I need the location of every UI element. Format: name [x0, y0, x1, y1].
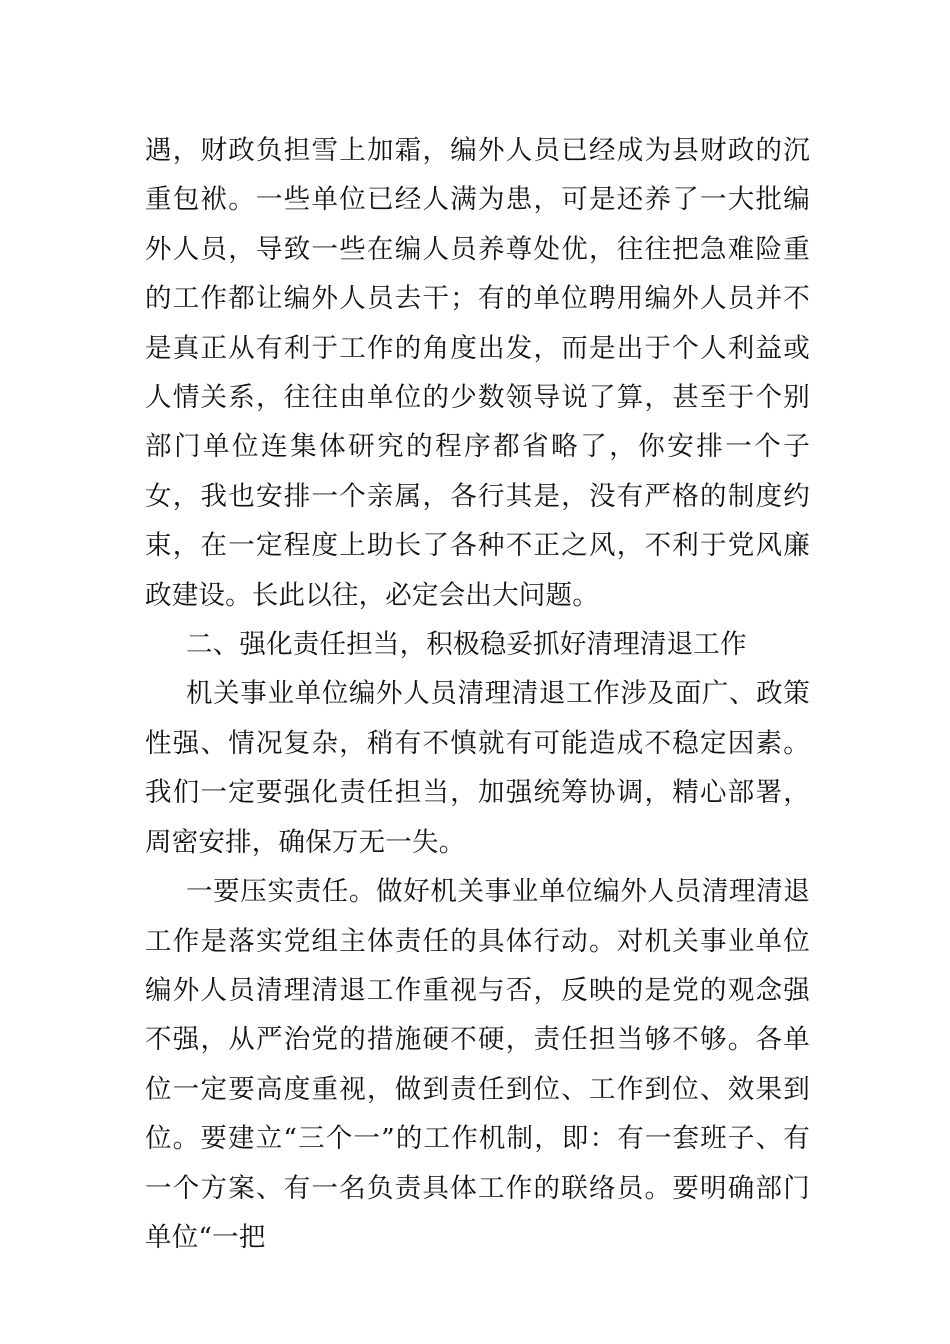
document-body [145, 126, 810, 1262]
paragraph-intro: 机关事业单位编外人员清理清退工作涉及面广、政策性强、情况复杂，稍有不慎就有可能造成不稳定因素。我们一定要强化责任担当，加强统筹协调，精心部署，周密安排，确保万无一失。 [145, 678, 810, 858]
paragraph-continuation: 遇，财政负担雪上加霜，编外人员已经成为县财政的沉重包袱。一些单位已经人满为患，可是还养了一大批编外人员，导致一些在编人员养尊处优，往往把急难险重的工作都让编外人员去干；有的单位聘用编外人员并不是真正从有利于工作的角度出发，而是出于个人利益或人情关系，往往由单位的少数领导说了算，甚至于个别部门单位连集体研究的程序都省略了，你安排一个子女，我也安排一个亲属，各行其是，没有严格的制度约束，在一定程度上助长了各种不正之风，不利于党风廉政建设。长此以往，必定会出大问题。 [145, 135, 810, 611]
paragraph-responsibility: 一要压实责任。做好机关事业单位编外人员清理清退工作是落实党组主体责任的具体行动。对机关事业单位编外人员清理清退工作重视与否，反映的是党的观念强不强，从严治党的措施硬不硬，责任担当够不够。各单位一定要高度重视，做到责任到位、工作到位、效果到位。要建立“三个一”的工作机制，即：有一套班子、有一个方案、有一名负责具体工作的联络员。要明确部门单位“一把 [145, 876, 810, 1253]
section-heading: 二、强化责任担当，积极稳妥抓好清理清退工作 [186, 629, 747, 661]
